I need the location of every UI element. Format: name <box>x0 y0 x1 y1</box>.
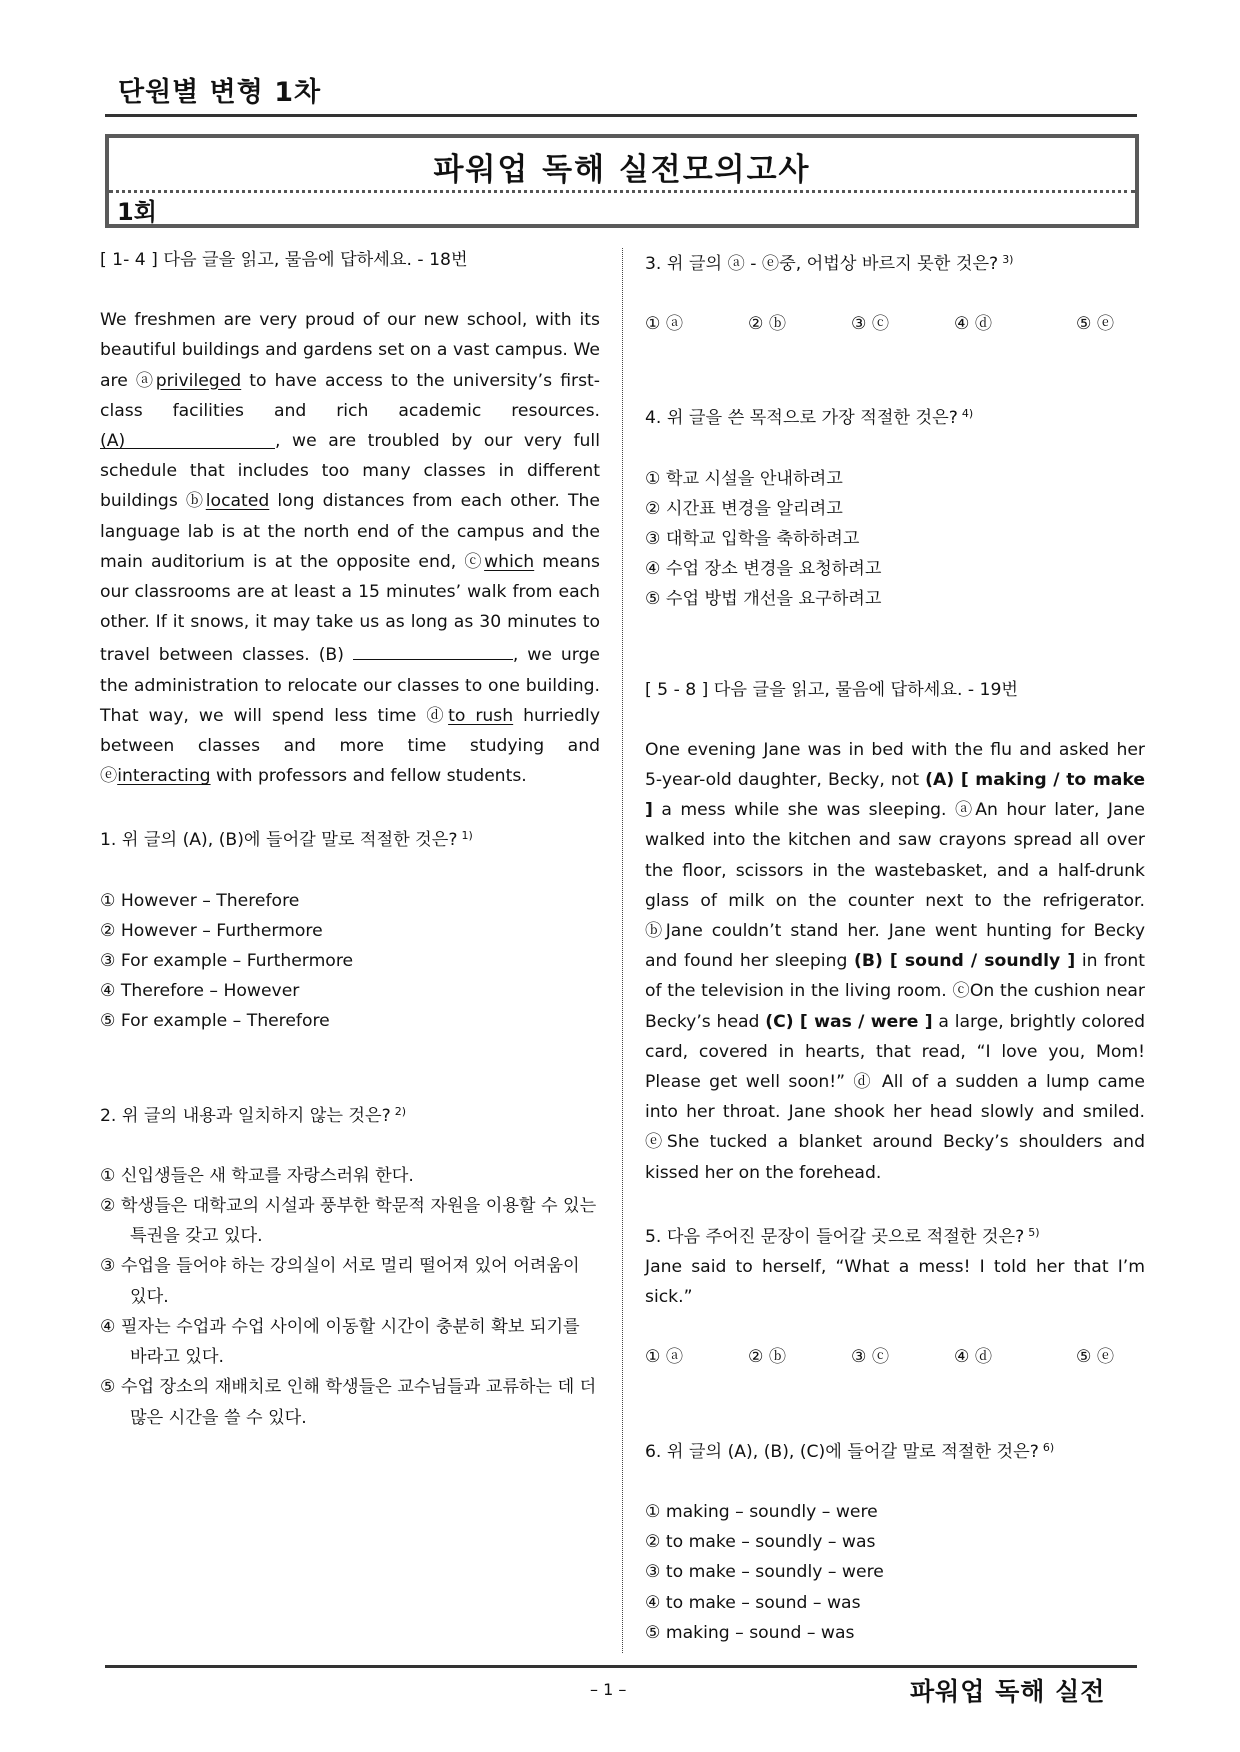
q3-option-3[interactable]: ③ ⓒ <box>851 314 890 335</box>
passage-text: , we are troubled by our very full schedule that includes too many classes in different buildings <box>100 431 600 512</box>
q4-option-5[interactable]: ⑤ 수업 방법 개선을 요구하려고 <box>645 589 882 610</box>
question-1-stem <box>100 821 600 855</box>
q3-option-2[interactable]: ② ⓑ <box>748 314 787 335</box>
q1-option-4[interactable]: ④ Therefore – However <box>100 981 300 1002</box>
marker-b: ⓑ <box>185 491 206 512</box>
footnote-ref: 6) <box>1042 1440 1055 1454</box>
passage-text: with professors and fellow students. <box>210 766 527 787</box>
q5-given-sentence: Jane said to herself, “What a mess! I told her that I’m sick.” <box>645 1257 1145 1308</box>
q5-option-1[interactable]: ① ⓐ <box>645 1347 684 1368</box>
q3-option-5[interactable]: ⑤ ⓔ <box>1076 314 1115 335</box>
q4-option-3[interactable]: ③ 대학교 입학을 축하하려고 <box>645 529 860 550</box>
marker-a: ⓐ <box>135 370 156 391</box>
exam-title: 파워업 독해 실전모의고사 <box>433 152 811 188</box>
question-text: 5. 다음 주어진 문장이 들어갈 곳으로 적절한 것은? <box>645 1226 1025 1247</box>
q5-option-2[interactable]: ② ⓑ <box>748 1347 787 1368</box>
passage-text: hurriedly between classes and more time studying and <box>100 705 600 757</box>
q1-option-1[interactable]: ① However – Therefore <box>100 890 300 911</box>
passage-text: in front of the television in the living room. ⓒOn the cushion near Becky’s head <box>645 951 1145 1032</box>
round-label: 1회 <box>117 198 157 226</box>
q3-option-4[interactable]: ④ ⓓ <box>954 314 993 335</box>
title-dotted-divider <box>109 190 1135 193</box>
passage-text: to have access to the university’s first-class facilities and rich academic resources. <box>100 370 600 421</box>
passage-1 <box>100 305 600 791</box>
q5-option-3[interactable]: ③ ⓒ <box>851 1347 890 1368</box>
q6-option-1[interactable]: ① making – soundly – were <box>645 1501 878 1522</box>
q2-option-4[interactable]: ④ 필자는 수업과 수업 사이에 이동할 시간이 충분히 확보 되기를 바라고 있다. <box>100 1316 580 1368</box>
choice-a: (A) [ making / to make ] <box>645 770 1145 821</box>
question-text: 1. 위 글의 (A), (B)에 들어갈 말로 적절한 것은? <box>100 830 458 851</box>
choice-c: (C) [ was / were ] <box>765 1011 933 1032</box>
passage-text: a mess while she was sleeping. ⓐAn hour later, Jane walked into the kitchen and saw crayons spread all over the floor, scissors in the wastebasket, and a half-drunk glass of milk on the counter next to the refrigerator. ⓑJane couldn’t stand her. Jane went hunting for Becky and found her sleeping <box>645 800 1145 972</box>
marker-c: ⓒ <box>464 551 485 572</box>
q2-option-2[interactable]: ② 학생들은 대학교의 시설과 풍부한 학문적 자원을 이용할 수 있는 특권을 갖고 있다. <box>100 1196 597 1247</box>
q4-option-4[interactable]: ④ 수업 장소 변경을 요청하려고 <box>645 559 882 580</box>
passage-text: , we urge the administration to relocate our classes to one building. That way, we will spend less time <box>100 645 600 726</box>
q6-option-5[interactable]: ⑤ making – sound – was <box>645 1622 855 1643</box>
footnote-ref: 3) <box>1002 253 1014 266</box>
underlined-word-e: interacting <box>117 766 211 787</box>
q6-option-2[interactable]: ② to make – soundly – was <box>645 1532 876 1553</box>
choice-b: (B) [ sound / soundly ] <box>853 951 1076 972</box>
q6-option-3[interactable]: ③ to make – soundly – were <box>645 1562 884 1583</box>
exam-title-box <box>105 134 1139 228</box>
q4-option-1[interactable]: ① 학교 시설을 안내하려고 <box>645 468 843 489</box>
q5-option-4[interactable]: ④ ⓓ <box>954 1347 993 1368</box>
question-text: 6. 위 글의 (A), (B), (C)에 들어갈 말로 적절한 것은? <box>645 1441 1039 1462</box>
blank-a <box>100 426 275 452</box>
q1-option-3[interactable]: ③ For example – Furthermore <box>100 951 354 972</box>
blank-a-label: (A) <box>100 431 126 452</box>
q1-option-2[interactable]: ② However – Furthermore <box>100 920 323 941</box>
footnote-ref: 4) <box>961 407 974 421</box>
right-column <box>645 245 1145 1648</box>
set2-instruction: [ 5 - 8 ] 다음 글을 읽고, 물음에 답하세요. - 19번 <box>645 679 1019 700</box>
underlined-word-b: located <box>205 491 270 512</box>
question-text: 2. 위 글의 내용과 일치하지 않는 것은? <box>100 1105 391 1126</box>
q1-option-5[interactable]: ⑤ For example – Therefore <box>100 1011 330 1032</box>
q2-option-5[interactable]: ⑤ 수업 장소의 재배치로 인해 학생들은 교수님들과 교류하는 데 더 많은 시간을 쓸 수 있다. <box>100 1377 597 1428</box>
passage-2 <box>645 735 1145 1188</box>
q4-option-2[interactable]: ② 시간표 변경을 알리려고 <box>645 498 843 519</box>
passage-text: long distances from each other. The language lab is at the north end of the campus and the main auditorium is at the opposite end, <box>100 491 600 572</box>
passage-text: We freshmen are very proud of our new school, with its beautiful buildings and gardens set on a vast campus. We are <box>100 310 600 391</box>
footer-divider <box>105 1665 1137 1668</box>
marker-e: ⓔ <box>100 766 118 787</box>
blank-b <box>353 637 513 660</box>
footnote-ref: 2) <box>394 1104 407 1118</box>
underlined-word-c: which <box>484 551 535 572</box>
question-2-stem <box>100 1097 600 1131</box>
q5-option-5[interactable]: ⑤ ⓔ <box>1076 1347 1115 1368</box>
q3-options <box>645 309 1145 339</box>
q2-option-3[interactable]: ③ 수업을 들어야 하는 강의실이 서로 멀리 떨어져 있어 어려움이 있다. <box>100 1256 580 1307</box>
question-5-stem <box>645 1218 1145 1252</box>
marker-d: ⓓ <box>426 705 449 726</box>
q3-option-1[interactable]: ① ⓐ <box>645 314 684 335</box>
unit-title: 단원별 변형 1차 <box>118 77 322 108</box>
column-divider <box>622 248 623 1653</box>
footnote-ref: 1) <box>461 829 473 843</box>
underlined-word-a: privileged <box>155 370 242 391</box>
q2-option-1[interactable]: ① 신입생들은 새 학교를 자랑스러워 한다. <box>100 1165 414 1186</box>
page-number: – 1 – <box>590 1680 627 1699</box>
question-4-stem <box>645 399 1145 433</box>
footer-book-title: 파워업 독해 실전 <box>910 1677 1106 1706</box>
header-divider <box>105 114 1137 117</box>
passage-text: One evening Jane was in bed with the flu and asked her 5-year-old daughter, Becky, not <box>645 739 1145 791</box>
footnote-ref: 5) <box>1028 1225 1040 1239</box>
set1-instruction: [ 1- 4 ] 다음 글을 읽고, 물음에 답하세요. - 18번 <box>100 250 468 270</box>
question-3-stem <box>645 245 1145 279</box>
passage-text: means our classrooms are at least a 15 minutes’ walk from each other. If it snows, it may take us as long as 30 minutes to travel between classes. (B) <box>100 551 600 666</box>
q6-option-4[interactable]: ④ to make – sound – was <box>645 1592 861 1613</box>
question-text: 4. 위 글을 쓴 목적으로 가장 적절한 것은? <box>645 408 958 429</box>
underlined-word-d: to rush <box>448 705 514 726</box>
question-6-stem <box>645 1433 1145 1467</box>
question-text: 3. 위 글의 ⓐ - ⓔ중, 어법상 바르지 못한 것은? <box>645 254 999 274</box>
left-column <box>100 245 600 1433</box>
passage-text: a large, brightly colored card, covered in hearts, that read, “I love you, Mom! Please get well soon!” ⓓ All of a sudden a lump came into her throat. Jane shook her head slowly and smiled. ⓔShe tucked a blanket around Becky’s shoulders and kissed her on the forehead. <box>645 1011 1145 1183</box>
q5-options <box>645 1342 1145 1372</box>
